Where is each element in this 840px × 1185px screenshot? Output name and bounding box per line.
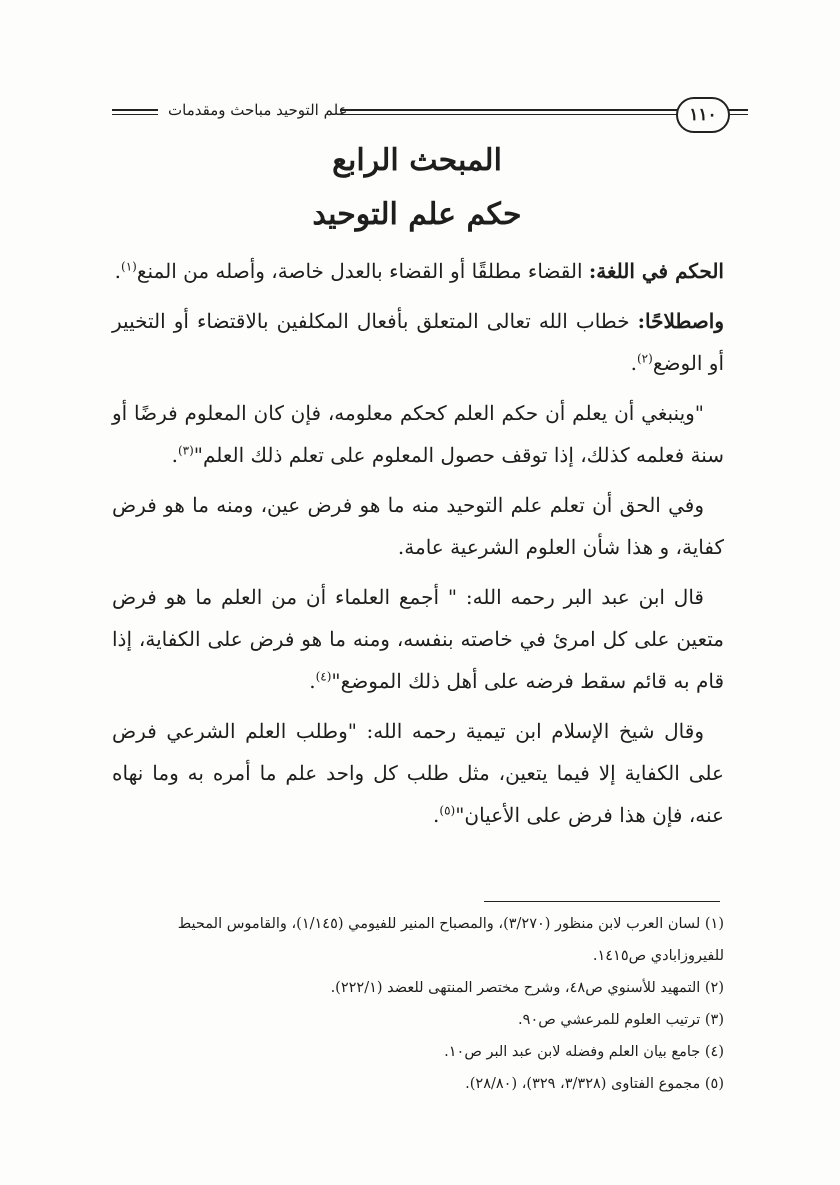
paragraph bbox=[112, 576, 724, 702]
footnote-ref: (١) bbox=[121, 259, 137, 274]
footnote-ref: (٣) bbox=[177, 443, 194, 458]
paragraph-text: وقال شيخ الإسلام ابن تيمية رحمه الله: "وطلب العلم الشرعي فرض على الكفاية إلا فيما يتعين، مثل طلب كل واحد علم ما أمره به وما نهاه عنه، فإن هذا فرض على الأعيان" bbox=[112, 719, 724, 827]
running-header bbox=[112, 97, 730, 131]
footnote-ref: (٤) bbox=[315, 669, 332, 684]
footnote: (١) لسان العرب لابن منظور (٣/٢٧٠)، والمصباح المنير للفيومي (١/١٤٥)، والقاموس المحيط للفيروزابادي ص١٤١٥. bbox=[177, 916, 724, 964]
footnote-separator bbox=[484, 901, 720, 902]
footnote: (٤) جامع بيان العلم وفضله لابن عبد البر ص١٠. bbox=[444, 1044, 724, 1060]
header-rule-left-thin bbox=[112, 114, 158, 115]
paragraph-tail: . bbox=[309, 669, 316, 693]
main-text bbox=[112, 250, 724, 844]
paragraph-text: وفي الحق أن تعلم علم التوحيد منه ما هو فرض عين، ومنه ما هو فرض كفاية، و هذا شأن العلوم الشرعية عامة. bbox=[112, 493, 724, 559]
paragraph bbox=[112, 250, 724, 292]
paragraph-lead: الحكم في اللغة: bbox=[588, 259, 724, 283]
paragraph bbox=[112, 484, 724, 568]
paragraph-tail: . bbox=[630, 351, 637, 375]
paragraph bbox=[112, 710, 724, 836]
footnote-ref: (٥) bbox=[439, 803, 456, 818]
footnote-ref: (٢) bbox=[636, 351, 653, 366]
running-title: علم التوحيد مباحث ومقدمات bbox=[168, 101, 348, 119]
footnote: (٣) ترتيب العلوم للمرعشي ص٩٠. bbox=[518, 1012, 724, 1028]
section-title: المبحث الرابع bbox=[332, 143, 502, 178]
paragraph-text: قال ابن عبد البر رحمه الله: " أجمع العلماء أن من العلم ما هو فرض متعين على كل امرئ في خاصته بنفسه، ومنه ما هو فرض على الكفاية، إذا قام به قائم سقط فرضه على أهل ذلك الموضع" bbox=[112, 585, 724, 693]
paragraph-tail: . bbox=[171, 443, 178, 467]
paragraph-tail: . bbox=[433, 803, 440, 827]
paragraph bbox=[112, 300, 724, 384]
footnotes bbox=[112, 908, 724, 1100]
page-number: ١١٠ bbox=[676, 97, 730, 133]
footnote: (٥) مجموع الفتاوى (٣/٣٢٨، ٣٢٩)، (٢٨/٨٠). bbox=[465, 1076, 724, 1092]
header-rule-left bbox=[112, 109, 158, 111]
paragraph-text: "وينبغي أن يعلم أن حكم العلم كحكم معلومه، فإن كان المعلوم فرضًا أو سنة فعلمه كذلك، إذا توقف حصول المعلوم على تعلم ذلك العلم" bbox=[112, 401, 724, 467]
section-titles bbox=[112, 140, 722, 236]
paragraph-tail: . bbox=[114, 259, 122, 283]
subject-title: حكم علم التوحيد bbox=[312, 197, 522, 232]
paragraph-text: خطاب الله تعالى المتعلق بأفعال المكلفين بالاقتضاء أو التخيير أو الوضع bbox=[112, 309, 724, 375]
paragraph-text: القضاء مطلقًا أو القضاء بالعدل خاصة، وأصله من المنع bbox=[136, 259, 589, 283]
footnote: (٢) التمهيد للأسنوي ص٤٨، وشرح مختصر المنتهى للعضد (٢٢٢/١). bbox=[330, 980, 724, 996]
paragraph-lead: واصطلاحًا: bbox=[637, 309, 724, 333]
paragraph bbox=[112, 392, 724, 476]
